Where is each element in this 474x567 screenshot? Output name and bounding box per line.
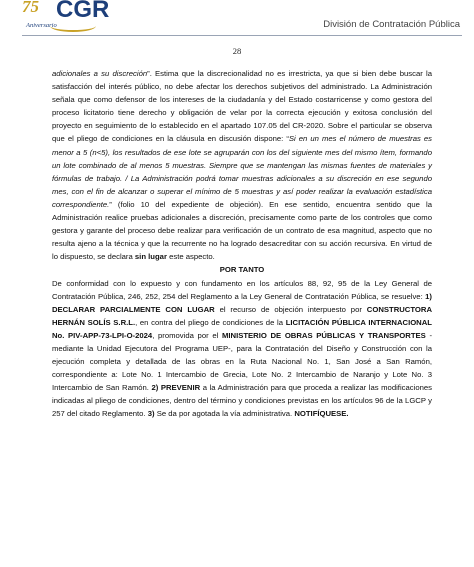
text-run: ”. Estima que la discrecionalidad no es irrestricta, ya que si bien debe buscar la satisfacción del interés público, no debe afectar los derechos subjetivos del administrado. La Administración señala que como defensor de los intereses de la ciudadanía y del Estado costarricense y como gestora del proceso licitatorio tiene derecho y obligación de velar por la correcta ejecución y exitosa conclusión del proyecto en seguimiento de lo establecido en el apartado 107.05 del CR-2020. Sobre el particular se observa que el pliego de condiciones en la cláusula en discusión dispone: “: [52, 69, 432, 144]
text-run: , promovida por el: [152, 330, 222, 340]
text-run: Se da por agotada la vía administrativa.: [154, 409, 295, 419]
logo-cgr-text: CGR: [56, 0, 110, 23]
tender-number: LICITACIÓN PÚBLICA INTERNACIONAL No. PIV-APP-73-LPI-O-2024: [52, 317, 432, 340]
clause-quote: Si en un mes el número de muestras es menor a 5 (n<5), los resultados de ese lote se agruparán con los del siguiente mes del mismo ítem, formando un lote combinado de al menos 5 muestras. Siempre que se mantengan las mismas fuentes de materiales y fórmulas de trabajo. / La Administración podrá tomar muestras adicionales a su discreción en ese segundo mes, con el fin de alcanzar o superar el mínimo de 5 muestras y así poder realizar la evaluación estadística correspondiente.: [52, 134, 432, 209]
text-run: ” (folio 10 del expediente de objeción). En ese sentido, encuentra sentido que la Administración realice pruebas adicionales a discreción, precisamente como parte de los controles que como gestora y garante del proceso debe realizar para verificación de un contrato de esa magnitud, aspecto que no resulta ajeno a la técnica y que la recurrente no ha logrado desacreditar con su acción recursiva. En virtud de lo dispuesto, se declara: [52, 199, 432, 262]
division-title: División de Contratación Pública: [323, 19, 460, 30]
objector-name: CONSTRUCTORA HERNÁN SOLÍS S.R.L.: [52, 304, 432, 327]
quote-fragment: adicionales a su discreción: [52, 69, 148, 78]
cgr-logo: [20, 0, 110, 40]
paragraph-discretion: [52, 67, 432, 263]
notify-label: NOTIFÍQUESE.: [294, 409, 349, 419]
logo-anniversary-label: Aniversario: [26, 22, 57, 29]
text-run: a la Administración para que proceda a realizar las modificaciones indicadas al pliego de condiciones, dentro del término y condiciones previstas en los artículos 96 de la LGCP y 257 del citado Reglamento.: [52, 383, 432, 419]
text-run: , en contra del pliego de condiciones de la: [135, 317, 286, 327]
header-divider: [22, 35, 462, 36]
logo-anniversary-number: 75: [22, 0, 39, 16]
ministry-name: MINISTERIO DE OBRAS PÚBLICAS Y TRANSPORTES: [221, 330, 426, 340]
section-heading: POR TANTO: [219, 265, 265, 275]
text-run: el recurso de objeción interpuesto por: [214, 304, 367, 314]
resolution-item-2: 2) PREVENIR: [151, 383, 201, 393]
text-run: este aspecto.: [166, 252, 215, 262]
paragraph-resolution: [52, 277, 432, 421]
ruling-bold: sin lugar: [134, 252, 167, 262]
text-run: De conformidad con lo expuesto y con fundamento en los artículos 88, 92, 95 de la Ley General de Contratación Pública, 246, 252, 254 del Reglamento a la Ley General de Contratación Pública, se resuelve:: [52, 278, 432, 301]
resolution-item-3: 3): [147, 409, 155, 419]
page-number: 28: [232, 46, 242, 56]
resolution-item-1: 1) DECLARAR PARCIALMENTE CON LUGAR: [52, 291, 432, 314]
page-header: [0, 0, 474, 44]
document-body: [52, 67, 432, 421]
text-run: -mediante la Unidad Ejecutora del Programa UEP-, para la Contratación del Diseño y Construcción con la ejecución completa y detallada de las obras en la Ruta Nacional No. 1, San José a San Ramón, correspondiente a: Lote No. 1 Intercambio de Grecia, Lote No. 2 Intercambio de Naranjo y Lote No. 3 Intercambio de San Ramón.: [52, 330, 433, 393]
